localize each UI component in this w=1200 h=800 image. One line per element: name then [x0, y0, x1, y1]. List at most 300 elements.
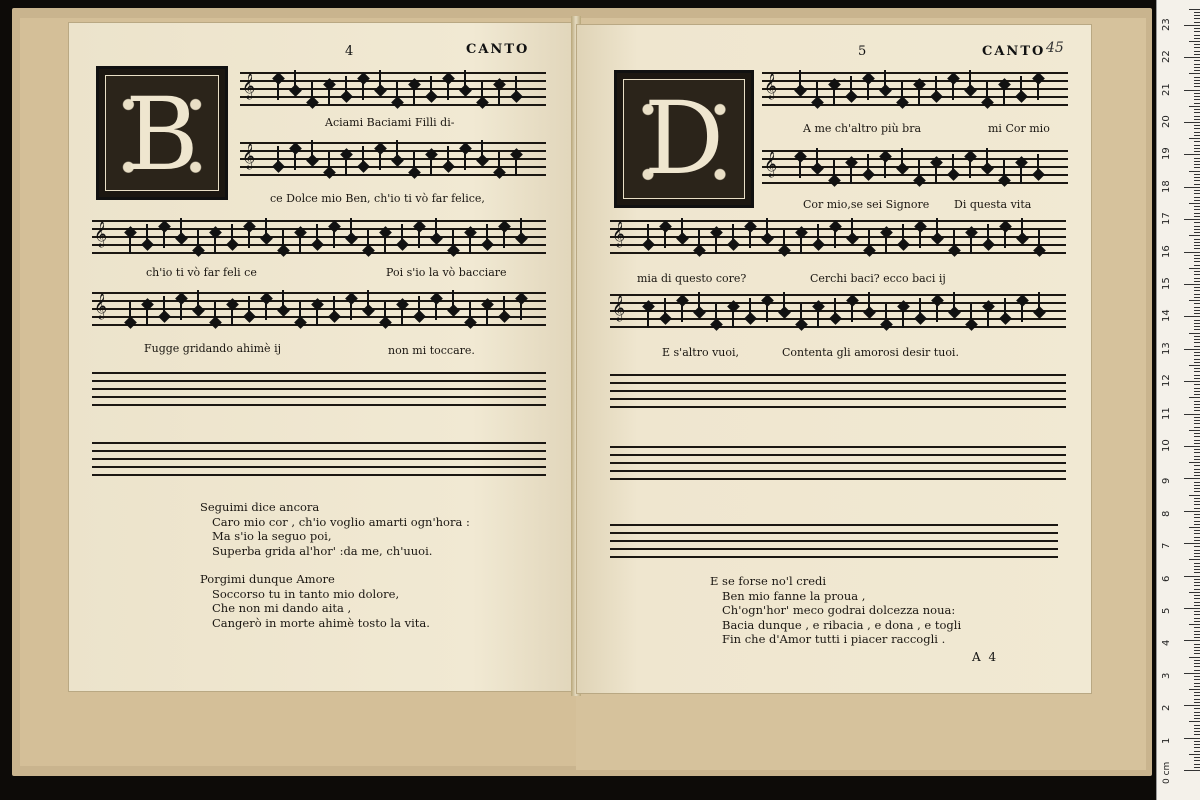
ruler-tick [1194, 38, 1200, 39]
music-staff [92, 218, 546, 254]
ruler-tick [1194, 119, 1200, 120]
poem-line: E se forse no'l credi [710, 574, 827, 588]
ruler-tick [1194, 614, 1200, 615]
ruler-tick [1184, 187, 1200, 188]
ruler-tick [1194, 339, 1200, 340]
ruler-tick [1194, 744, 1200, 745]
music-staff [92, 290, 546, 326]
ruler-tick [1194, 605, 1200, 606]
note-stem [435, 300, 437, 320]
ruler-tick [1194, 504, 1200, 505]
note-stem [1003, 160, 1005, 180]
lyric-line: Cor mio,se sei Signore [803, 198, 930, 211]
ruler-tick [1194, 290, 1200, 291]
note-stem [1021, 302, 1023, 322]
note-stem [345, 76, 347, 96]
right-page-number: 5 [858, 44, 867, 59]
ruler-tick [1194, 699, 1200, 700]
note-stem [515, 156, 517, 176]
ruler-tick [1189, 527, 1200, 528]
ruler-tick [1184, 316, 1200, 317]
note-stem [282, 290, 284, 310]
ruler-tick [1194, 294, 1200, 295]
note-stem [379, 70, 381, 90]
note-stem [799, 158, 801, 178]
note-stem [396, 140, 398, 160]
ruler-tick [1194, 569, 1200, 570]
note-stem [316, 306, 318, 326]
note-stem [715, 234, 717, 254]
note-stem [919, 228, 921, 248]
ruler-tick [1189, 495, 1200, 496]
initial-letter-d [614, 70, 754, 208]
note-stem [328, 86, 330, 106]
left-page-number: 4 [345, 44, 354, 59]
note-stem [1021, 218, 1023, 238]
ruler-tick [1194, 362, 1200, 363]
note-stem [333, 228, 335, 248]
ruler-label: 7 [1161, 542, 1172, 550]
right-page-header: CANTO [982, 44, 1046, 59]
note-stem [732, 308, 734, 328]
note-stem [969, 158, 971, 178]
note-stem [469, 234, 471, 254]
note-stem [969, 70, 971, 90]
poem-left [200, 500, 490, 644]
ruler-tick [1194, 80, 1200, 81]
note-stem [362, 80, 364, 100]
note-stem [800, 304, 802, 324]
ruler-tick [1189, 624, 1200, 625]
ruler-tick [1184, 219, 1200, 220]
note-stem [401, 224, 403, 244]
ruler-tick [1194, 329, 1200, 330]
note-stem [902, 308, 904, 328]
ruler-tick [1194, 589, 1200, 590]
note-stem [345, 156, 347, 176]
ruler-tick [1184, 608, 1200, 609]
note-stem [884, 70, 886, 90]
ruler-tick [1194, 715, 1200, 716]
ruler-tick [1194, 200, 1200, 201]
ruler-tick [1184, 673, 1200, 674]
ruler-tick [1194, 355, 1200, 356]
ruler-tick [1194, 627, 1200, 628]
ruler-tick [1194, 459, 1200, 460]
ruler-tick [1194, 747, 1200, 748]
ruler-tick [1189, 689, 1200, 690]
note-stem [129, 302, 131, 322]
note-stem [265, 300, 267, 320]
ruler-tick [1194, 148, 1200, 149]
lyric-line: Aciami Baciami Filli di- [325, 116, 455, 129]
note-stem [919, 298, 921, 318]
note-stem [834, 228, 836, 248]
ruler-tick [1184, 349, 1200, 350]
lyric-line: A me ch'altro più bra [803, 122, 922, 135]
ruler-tick [1194, 556, 1200, 557]
ruler-tick [1194, 388, 1200, 389]
ruler-tick [1194, 158, 1200, 159]
ruler-tick [1184, 154, 1200, 155]
note-stem [231, 306, 233, 326]
ruler-tick [1194, 679, 1200, 680]
ruler-tick [1194, 44, 1200, 45]
note-stem [664, 228, 666, 248]
ruler-tick [1194, 401, 1200, 402]
note-stem [294, 70, 296, 90]
note-stem [401, 306, 403, 326]
ruler-tick [1194, 326, 1200, 327]
ruler-tick [1184, 511, 1200, 512]
note-stem [277, 80, 279, 100]
pencil-folio: 45 [1046, 40, 1064, 56]
clef-icon: 𝄞 [94, 294, 108, 319]
ruler-tick [1194, 644, 1200, 645]
note-stem [1038, 230, 1040, 250]
ruler-tick [1194, 521, 1200, 522]
ruler-tick [1194, 359, 1200, 360]
ruler-label: 2 [1161, 704, 1172, 712]
note-stem [851, 218, 853, 238]
ruler-label: 19 [1161, 147, 1172, 161]
note-stem [299, 302, 301, 322]
ruler-tick [1194, 342, 1200, 343]
ruler-tick [1194, 634, 1200, 635]
ruler-tick [1194, 760, 1200, 761]
ruler-tick [1194, 491, 1200, 492]
ruler-tick [1194, 70, 1200, 71]
note-stem [987, 308, 989, 328]
note-stem [486, 306, 488, 326]
ruler-tick [1194, 456, 1200, 457]
note-stem [413, 86, 415, 106]
ruler-tick [1194, 407, 1200, 408]
note-stem [918, 160, 920, 180]
ruler-tick [1184, 414, 1200, 415]
ruler-tick [1189, 268, 1200, 269]
ruler-tick [1194, 116, 1200, 117]
poem-line: Fin che d'Amor tutti i piacer raccogli . [722, 632, 946, 646]
ruler-tick [1194, 530, 1200, 531]
ruler-tick [1194, 637, 1200, 638]
ruler-tick [1194, 54, 1200, 55]
ruler-tick [1194, 112, 1200, 113]
ruler-tick [1189, 721, 1200, 722]
note-stem [197, 230, 199, 250]
ruler-tick [1194, 469, 1200, 470]
ruler-tick [1194, 708, 1200, 709]
note-stem [367, 230, 369, 250]
ruler-tick [1194, 213, 1200, 214]
left-page-header: CANTO [466, 42, 530, 57]
lyric-line: ce Dolce mio Ben, ch'io ti vò far felice, [270, 192, 485, 205]
note-stem [520, 218, 522, 238]
poem-line: Caro mio cor , ch'io voglio amarti ogn'hora : [212, 514, 470, 529]
lyric-line: mia di questo core? [637, 272, 747, 285]
note-stem [901, 82, 903, 102]
ruler-tick [1194, 375, 1200, 376]
poem-line: Ma s'io la seguo poi, [212, 529, 332, 543]
note-stem [515, 76, 517, 96]
initial-letter-b [96, 66, 228, 200]
note-stem [248, 296, 250, 316]
ruler-tick [1194, 164, 1200, 165]
note-stem [464, 70, 466, 90]
ruler-tick [1194, 239, 1200, 240]
ruler-tick [1194, 378, 1200, 379]
ruler-tick [1194, 255, 1200, 256]
note-stem [936, 218, 938, 238]
ruler-tick [1189, 559, 1200, 560]
note-stem [766, 302, 768, 322]
poem-stanza [200, 572, 490, 630]
note-stem [850, 164, 852, 184]
note-stem [294, 150, 296, 170]
ruler-tick [1194, 222, 1200, 223]
ruler-tick [1194, 128, 1200, 129]
note-stem [328, 152, 330, 172]
ruler-tick [1194, 563, 1200, 564]
note-stem [952, 80, 954, 100]
ruler-tick [1194, 602, 1200, 603]
ruler-tick [1194, 274, 1200, 275]
ruler-tick [1194, 452, 1200, 453]
ruler-tick [1189, 203, 1200, 204]
clef-icon: 𝄞 [764, 152, 778, 177]
ruler-tick [1194, 96, 1200, 97]
ruler-tick [1194, 132, 1200, 133]
ruler-tick [1194, 621, 1200, 622]
lyric-line: Fugge gridando ahimè ij [144, 342, 281, 355]
ruler-tick [1189, 106, 1200, 107]
ruler-tick [1189, 365, 1200, 366]
note-stem [783, 292, 785, 312]
ruler-tick [1194, 676, 1200, 677]
ruler-tick [1194, 174, 1200, 175]
ruler-tick [1194, 767, 1200, 768]
note-stem [936, 302, 938, 322]
ruler-tick [1194, 394, 1200, 395]
note-stem [970, 234, 972, 254]
ruler-tick [1194, 93, 1200, 94]
poem-line: Soccorso tu in tanto mio dolore, [212, 586, 400, 601]
poem-line: Che non mi dando aita , [212, 601, 352, 615]
music-staff [610, 292, 1066, 328]
ruler-tick [1194, 323, 1200, 324]
ruler-tick [1194, 566, 1200, 567]
note-stem [163, 228, 165, 248]
ruler-label: 11 [1161, 406, 1172, 420]
note-stem [282, 230, 284, 250]
note-stem [681, 218, 683, 238]
note-stem [447, 80, 449, 100]
ruler-tick [1194, 550, 1200, 551]
note-stem [867, 154, 869, 174]
ruler-tick [1194, 28, 1200, 29]
music-staff [610, 218, 1066, 254]
note-stem [732, 224, 734, 244]
ruler-tick [1194, 303, 1200, 304]
ruler-tick [1194, 278, 1200, 279]
note-stem [749, 228, 751, 248]
ruler-tick [1194, 465, 1200, 466]
ruler-tick [1194, 618, 1200, 619]
ruler-label: 8 [1161, 510, 1172, 517]
ruler-tick [1194, 433, 1200, 434]
ruler-tick [1194, 391, 1200, 392]
ruler-tick [1184, 738, 1200, 739]
ruler-tick [1184, 381, 1200, 382]
ruler-label: 22 [1161, 50, 1172, 64]
note-stem [800, 234, 802, 254]
ruler-tick [1194, 553, 1200, 554]
note-stem [1038, 292, 1040, 312]
note-stem [481, 82, 483, 102]
ruler-tick [1194, 216, 1200, 217]
ruler-tick [1189, 73, 1200, 74]
ruler-unit: 0 cm [1162, 761, 1172, 784]
empty-staff [92, 440, 546, 476]
music-staff [240, 70, 546, 106]
ruler-label: 12 [1161, 374, 1172, 388]
ruler-label: 20 [1161, 115, 1172, 128]
clef-icon: 𝄞 [242, 144, 256, 169]
empty-staff [92, 370, 546, 406]
ruler-tick [1194, 287, 1200, 288]
note-stem [333, 296, 335, 316]
ruler-tick [1194, 631, 1200, 632]
ruler-tick [1194, 728, 1200, 729]
ruler-label: 3 [1161, 672, 1172, 679]
ruler-tick [1194, 488, 1200, 489]
note-stem [430, 156, 432, 176]
ruler-tick [1194, 151, 1200, 152]
ruler-tick [1194, 472, 1200, 473]
note-stem [146, 306, 148, 326]
lyric-line: Cerchi baci? ecco baci ij [810, 272, 946, 285]
note-stem [868, 230, 870, 250]
note-stem [520, 300, 522, 320]
note-stem [180, 300, 182, 320]
note-stem [350, 300, 352, 320]
ruler-tick [1184, 25, 1200, 26]
note-stem [799, 70, 801, 90]
ruler-label: 4 [1161, 640, 1172, 647]
ruler-tick [1184, 770, 1200, 771]
note-stem [953, 292, 955, 312]
note-stem [1003, 86, 1005, 106]
ruler-tick [1194, 307, 1200, 308]
ruler-tick [1194, 161, 1200, 162]
poem-line: Porgimi dunque Amore [200, 572, 335, 586]
ruler-tick [1194, 751, 1200, 752]
empty-staff [610, 444, 1066, 480]
note-stem [833, 160, 835, 180]
note-stem [970, 304, 972, 324]
note-stem [469, 302, 471, 322]
ruler-tick [1194, 501, 1200, 502]
note-stem [851, 302, 853, 322]
note-stem [749, 298, 751, 318]
poem-line: Ben mio fanne la proua , [722, 588, 866, 603]
ruler-tick [1194, 417, 1200, 418]
note-stem [498, 86, 500, 106]
note-stem [214, 302, 216, 322]
initial-letter: B [125, 76, 199, 193]
ruler-tick [1194, 731, 1200, 732]
ruler-tick [1194, 660, 1200, 661]
note-stem [362, 146, 364, 166]
note-stem [418, 296, 420, 316]
empty-staff [610, 372, 1066, 408]
ruler-tick [1194, 653, 1200, 654]
poem-line: Superba grida al'hor' :da me, ch'uuoi. [212, 543, 433, 558]
ruler-tick [1194, 371, 1200, 372]
music-staff [762, 70, 1068, 106]
ruler-tick [1194, 47, 1200, 48]
ruler-label: 16 [1161, 244, 1172, 258]
ruler-tick [1184, 57, 1200, 58]
ruler-tick [1194, 190, 1200, 191]
ruler-tick [1194, 764, 1200, 765]
ruler-tick [1194, 598, 1200, 599]
ruler-tick [1194, 261, 1200, 262]
note-stem [311, 140, 313, 160]
lyric-line: non mi toccare. [388, 344, 475, 357]
note-stem [935, 164, 937, 184]
note-stem [783, 230, 785, 250]
note-stem [698, 292, 700, 312]
ruler-tick [1194, 670, 1200, 671]
ruler-tick [1194, 271, 1200, 272]
note-stem [430, 76, 432, 96]
ruler-tick [1194, 336, 1200, 337]
note-stem [299, 234, 301, 254]
ruler-label: 21 [1161, 82, 1172, 96]
note-stem [902, 224, 904, 244]
note-stem [163, 296, 165, 316]
ruler-tick [1194, 404, 1200, 405]
poem-line: Seguimi dice ancora [200, 500, 320, 514]
note-stem [214, 234, 216, 254]
note-stem [817, 224, 819, 244]
note-stem [498, 152, 500, 172]
note-stem [647, 224, 649, 244]
ruler-tick [1194, 537, 1200, 538]
ruler-tick [1194, 297, 1200, 298]
ruler-label: 10 [1161, 439, 1172, 452]
ruler-tick [1194, 582, 1200, 583]
note-stem [384, 234, 386, 254]
clef-icon: 𝄞 [764, 74, 778, 99]
ruler-tick [1194, 167, 1200, 168]
note-stem [918, 86, 920, 106]
ruler-tick [1194, 666, 1200, 667]
ruler-tick [1194, 579, 1200, 580]
ruler-tick [1194, 683, 1200, 684]
ruler-tick [1194, 712, 1200, 713]
note-stem [816, 82, 818, 102]
ruler-tick [1194, 15, 1200, 16]
ruler-tick [1184, 705, 1200, 706]
ruler-label: 23 [1161, 18, 1172, 31]
ruler-label: 18 [1161, 180, 1172, 193]
ruler-tick [1184, 252, 1200, 253]
ruler-tick [1194, 77, 1200, 78]
ruler-tick [1189, 300, 1200, 301]
note-stem [1037, 154, 1039, 174]
